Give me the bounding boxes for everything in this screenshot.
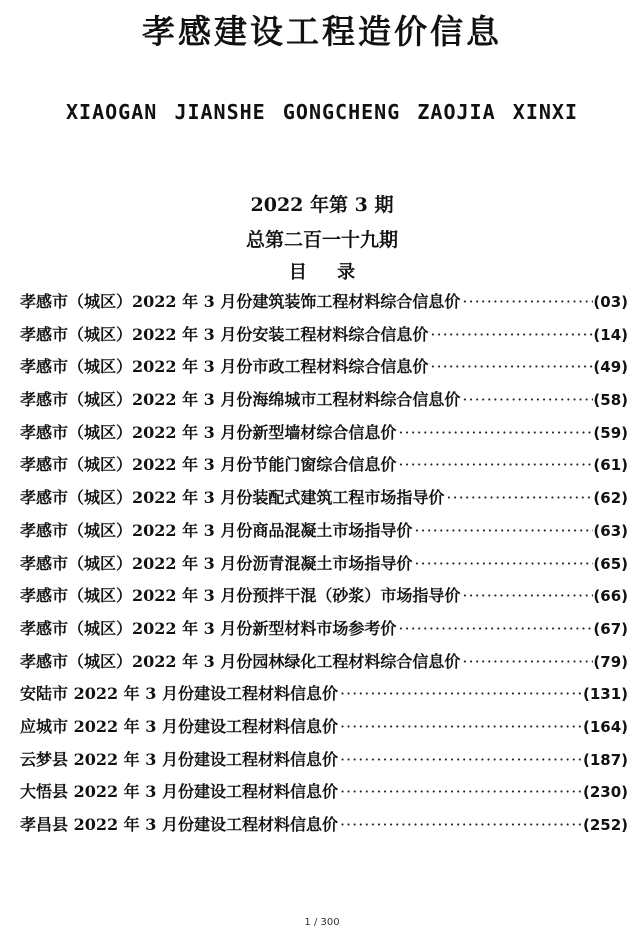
toc-entry[interactable] (20, 548, 628, 581)
toc-entry-page: (58) (593, 391, 628, 410)
pinyin-subtitle (66, 100, 578, 124)
toc-entry-page: (164) (582, 717, 628, 736)
toc-entry[interactable] (20, 580, 628, 613)
toc-entry-page: (67) (593, 619, 628, 638)
toc-entry-page: (230) (582, 783, 628, 802)
toc-entry[interactable] (20, 809, 628, 842)
toc-entry[interactable] (20, 449, 628, 482)
toc-dot-leader (412, 548, 593, 581)
issue-number: 2022 年第 3 期 (250, 194, 394, 216)
total-issue-number: 总第二百一十九期 (245, 229, 398, 251)
pinyin-word: JIANSHE (174, 100, 266, 124)
toc-entry-page: (66) (593, 587, 628, 606)
toc-entry[interactable] (20, 417, 628, 450)
toc-entry-title: 孝感市（城区）2022 年 3 月份商品混凝土市场指导价 (20, 520, 413, 540)
toc-entry[interactable] (20, 319, 628, 352)
toc-entry[interactable] (20, 646, 628, 679)
toc-entry-title: 孝感市（城区）2022 年 3 月份建筑装饰工程材料综合信息价 (20, 292, 461, 311)
toc-dot-leader (412, 515, 593, 548)
toc-entry[interactable] (20, 711, 628, 744)
toc-dot-leader (338, 809, 583, 842)
toc-entry-page: (187) (582, 750, 628, 769)
toc-dot-leader (338, 711, 583, 744)
toc-entry-title: 孝感市（城区）2022 年 3 月份节能门窗综合信息价 (20, 455, 397, 475)
toc-entry-title: 云梦县 2022 年 3 月份建设工程材料信息价 (20, 749, 338, 769)
toc-entry-page: (79) (593, 652, 628, 671)
toc-entry-title: 孝感市（城区）2022 年 3 月份海绵城市工程材料综合信息价 (20, 390, 461, 410)
toc-dot-leader (460, 646, 593, 679)
toc-entry-page: (252) (582, 816, 628, 834)
toc-entry-title: 孝感市（城区）2022 年 3 月份新型墙材综合信息价 (20, 422, 397, 442)
toc-entry-title: 孝感市（城区）2022 年 3 月份园林绿化工程材料综合信息价 (20, 651, 461, 671)
toc-entry-page: (49) (593, 358, 628, 377)
toc-entry[interactable] (20, 515, 628, 548)
toc-dot-leader (444, 482, 593, 515)
toc-dot-leader (428, 319, 593, 352)
toc-dot-leader (396, 417, 593, 450)
toc-entry[interactable] (20, 776, 628, 809)
toc-entry-title: 孝感市（城区）2022 年 3 月份装配式建筑工程市场指导价 (20, 488, 445, 508)
document-title: 孝感建设工程造价信息 (142, 12, 502, 51)
toc-entry[interactable] (20, 384, 628, 417)
toc-dot-leader (428, 351, 593, 384)
toc-entry-title: 孝感市（城区）2022 年 3 月份沥青混凝土市场指导价 (20, 553, 413, 573)
toc-dot-leader (338, 744, 583, 777)
toc-entry-page: (63) (593, 521, 628, 540)
toc-entry-page: (62) (593, 489, 628, 508)
pinyin-word: ZAOJIA (417, 100, 496, 124)
toc-entry-page: (03) (593, 293, 628, 311)
toc-heading: 目 录 (288, 262, 368, 283)
toc-entry-page: (65) (593, 554, 628, 573)
page-indicator: 1 / 300 (304, 917, 340, 928)
toc-dot-leader (396, 613, 593, 646)
toc-dot-leader (338, 776, 583, 809)
table-of-contents (20, 286, 628, 842)
toc-entry[interactable] (20, 613, 628, 646)
toc-entry-title: 孝昌县 2022 年 3 月份建设工程材料信息价 (20, 815, 338, 834)
toc-entry-page: (131) (582, 685, 628, 704)
toc-dot-leader (460, 286, 593, 319)
toc-entry-title: 孝感市（城区）2022 年 3 月份安装工程材料综合信息价 (20, 324, 429, 344)
toc-entry-title: 孝感市（城区）2022 年 3 月份新型材料市场参考价 (20, 618, 397, 638)
toc-entry-title: 安陆市 2022 年 3 月份建设工程材料信息价 (20, 684, 338, 704)
toc-entry-title: 孝感市（城区）2022 年 3 月份市政工程材料综合信息价 (20, 357, 429, 377)
toc-entry-title: 孝感市（城区）2022 年 3 月份预拌干混（砂浆）市场指导价 (20, 586, 461, 606)
toc-dot-leader (338, 678, 583, 711)
toc-entry-page: (61) (593, 456, 628, 475)
toc-entry[interactable] (20, 286, 628, 319)
toc-dot-leader (460, 384, 593, 417)
toc-entry-title: 应城市 2022 年 3 月份建设工程材料信息价 (20, 716, 338, 736)
toc-entry[interactable] (20, 744, 628, 777)
toc-entry[interactable] (20, 482, 628, 515)
toc-entry[interactable] (20, 678, 628, 711)
pinyin-word: XINXI (512, 100, 578, 124)
toc-entry-title: 大悟县 2022 年 3 月份建设工程材料信息价 (20, 782, 338, 802)
toc-entry[interactable] (20, 351, 628, 384)
toc-dot-leader (460, 580, 593, 613)
pinyin-word: GONGCHENG (282, 100, 401, 124)
toc-entry-page: (59) (593, 423, 628, 442)
toc-dot-leader (396, 449, 593, 482)
toc-entry-page: (14) (593, 325, 628, 344)
pinyin-word: XIAOGAN (66, 100, 158, 124)
